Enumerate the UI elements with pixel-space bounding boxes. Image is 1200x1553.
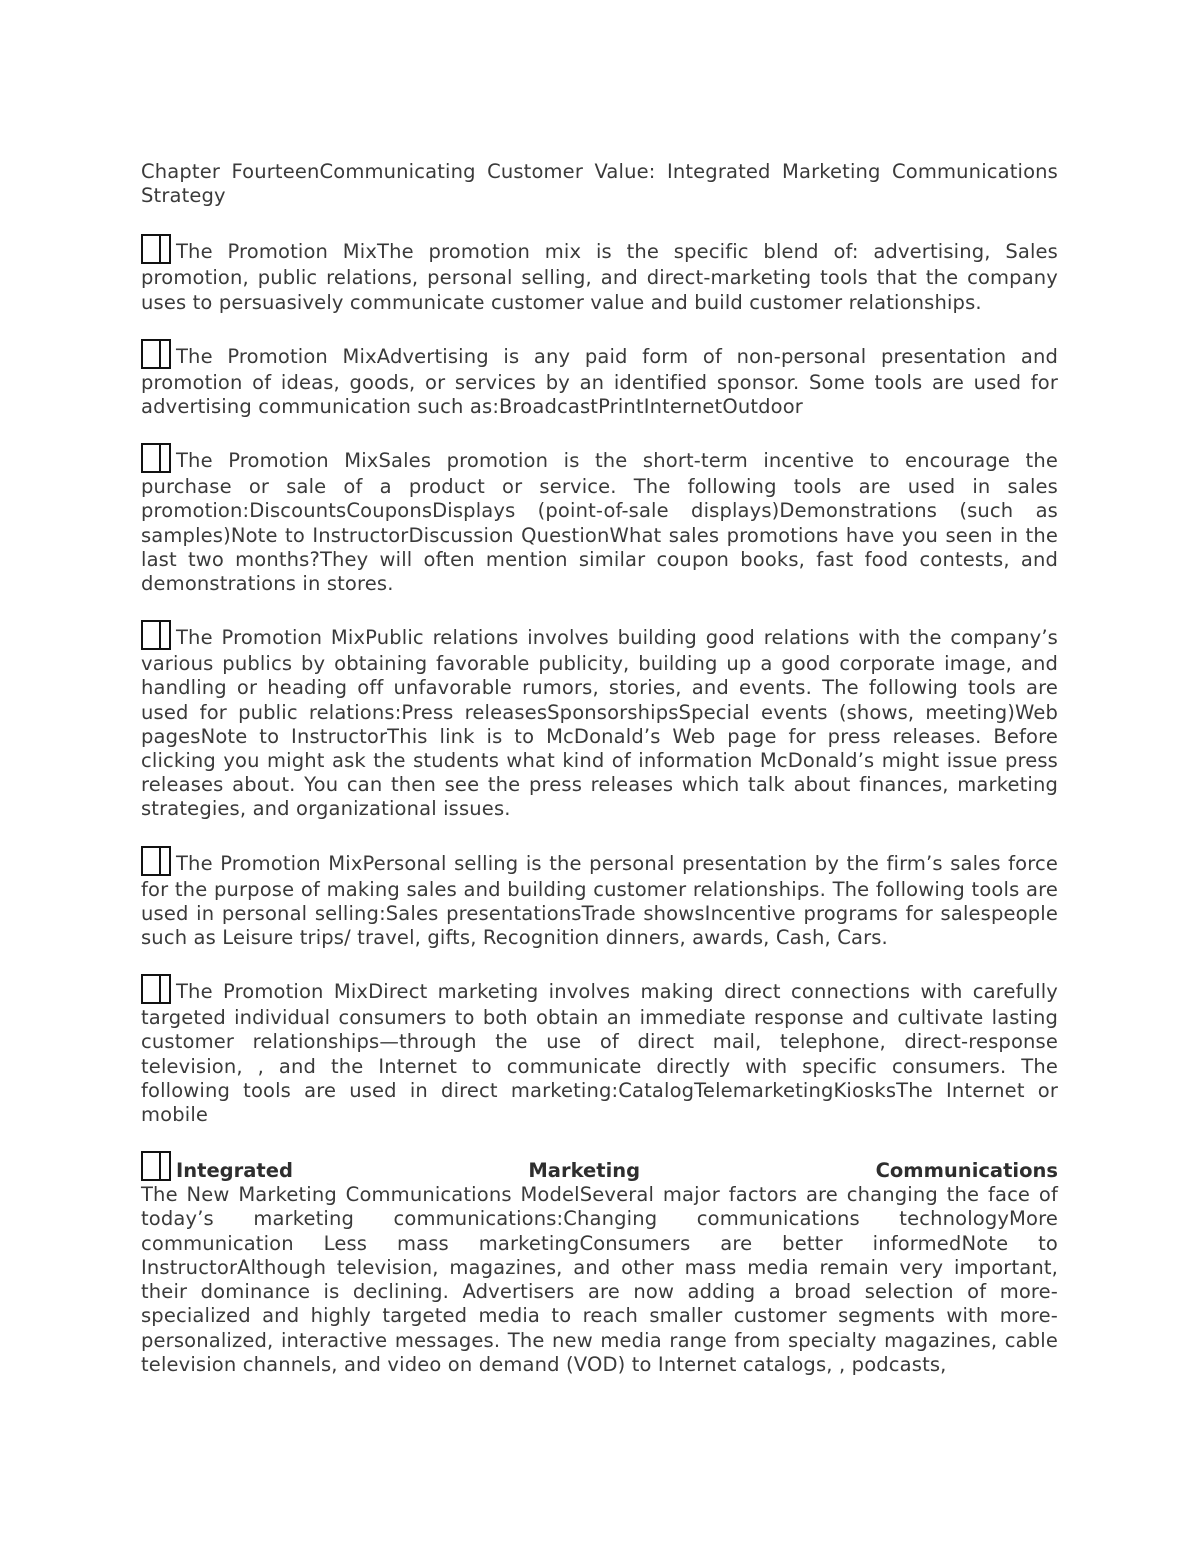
slide-placeholder-icon	[141, 974, 171, 1006]
slide-placeholder-icon	[141, 620, 171, 652]
imc-heading	[141, 1151, 1058, 1183]
slide-paragraph-advertising	[141, 339, 1058, 419]
slide-text: The Promotion MixPersonal selling is the personal presentation by the firm’s sales force for the purpose of making sales and building customer relationships. The following tools are used in personal selling:Sales presentationsTrade showsIncentive programs for salespeople such as Leisure trips/ travel, gifts, Recognition dinners, awards, Cash, Cars.	[141, 851, 1058, 950]
slide-paragraph-personal-selling	[141, 846, 1058, 951]
imc-section	[141, 1151, 1058, 1377]
slide-placeholder-icon	[141, 1151, 171, 1183]
heading-word: Marketing	[528, 1159, 641, 1183]
slide-text: The Promotion MixSales promotion is the short-term incentive to encourage the purchase or sale of a product or service. The following tools are used in sales promotion:DiscountsCouponsDisplays (point-of-sale displays)Demonstrations (such as samples)Note to InstructorDiscussion QuestionWhat sales promotions have you seen in the last two months?They will often mention similar coupon books, fast food contests, and demonstrations in stores.	[141, 449, 1058, 596]
slide-placeholder-icon	[141, 234, 171, 266]
slide-text: The Promotion MixDirect marketing involves making direct connections with carefully targeted individual consumers to both obtain an immediate response and cultivate lasting customer relationships—through the use of direct mail, telephone, direct-response television, , and the Internet to communicate directly with specific consumers. The following tools are used in direct marketing:CatalogTelemarketingKiosksThe Internet or mobile	[141, 980, 1058, 1127]
slide-text: The Promotion MixAdvertising is any paid form of non-personal presentation and promotion of ideas, goods, or services by an identified sponsor. Some tools are used for advertising communication such as:BroadcastPrintInternetOutdoor	[141, 344, 1058, 419]
slide-paragraph-promotion-mix	[141, 234, 1058, 314]
chapter-title: Chapter FourteenCommunicating Customer Value: Integrated Marketing Communications Strategy	[141, 160, 1058, 208]
document-page	[141, 160, 1058, 1377]
slide-text: The Promotion MixThe promotion mix is the specific blend of: advertising, Sales promotion, public relations, personal selling, and direct-marketing tools that the company uses to persuasively communicate customer value and build customer relationships.	[141, 240, 1058, 314]
slide-placeholder-icon	[141, 846, 171, 878]
slide-paragraph-sales-promotion	[141, 443, 1058, 596]
slide-paragraph-direct-marketing	[141, 974, 1058, 1127]
slide-paragraph-public-relations	[141, 620, 1058, 821]
imc-body-text: The New Marketing Communications ModelSeveral major factors are changing the face of today’s marketing communications:Changing communications technologyMore communication Less mass marketingConsumers are better informedNote to InstructorAlthough television, magazines, and other mass media remain very important, their dominance is declining. Advertisers are now adding a broad selection of more-specialized and highly targeted media to reach smaller customer segments with more-personalized, interactive messages. The new media range from specialty magazines, cable television channels, and video on demand (VOD) to Internet catalogs, , podcasts,	[141, 1183, 1058, 1376]
slide-placeholder-icon	[141, 339, 171, 371]
slide-text: The Promotion MixPublic relations involves building good relations with the company’s various publics by obtaining favorable publicity, building up a good corporate image, and handling or heading off unfavorable rumors, stories, and events. The following tools are used for public relations:Press releasesSponsorshipsSpecial events (shows, meeting)Web pagesNote to InstructorThis link is to McDonald’s Web page for press releases. Before clicking you might ask the students what kind of information McDonald’s might issue press releases about. You can then see the press releases which talk about finances, marketing strategies, and organizational issues.	[141, 626, 1058, 821]
heading-word: Integrated	[176, 1159, 293, 1183]
heading-word: Communications	[875, 1159, 1058, 1183]
slide-placeholder-icon	[141, 443, 171, 475]
